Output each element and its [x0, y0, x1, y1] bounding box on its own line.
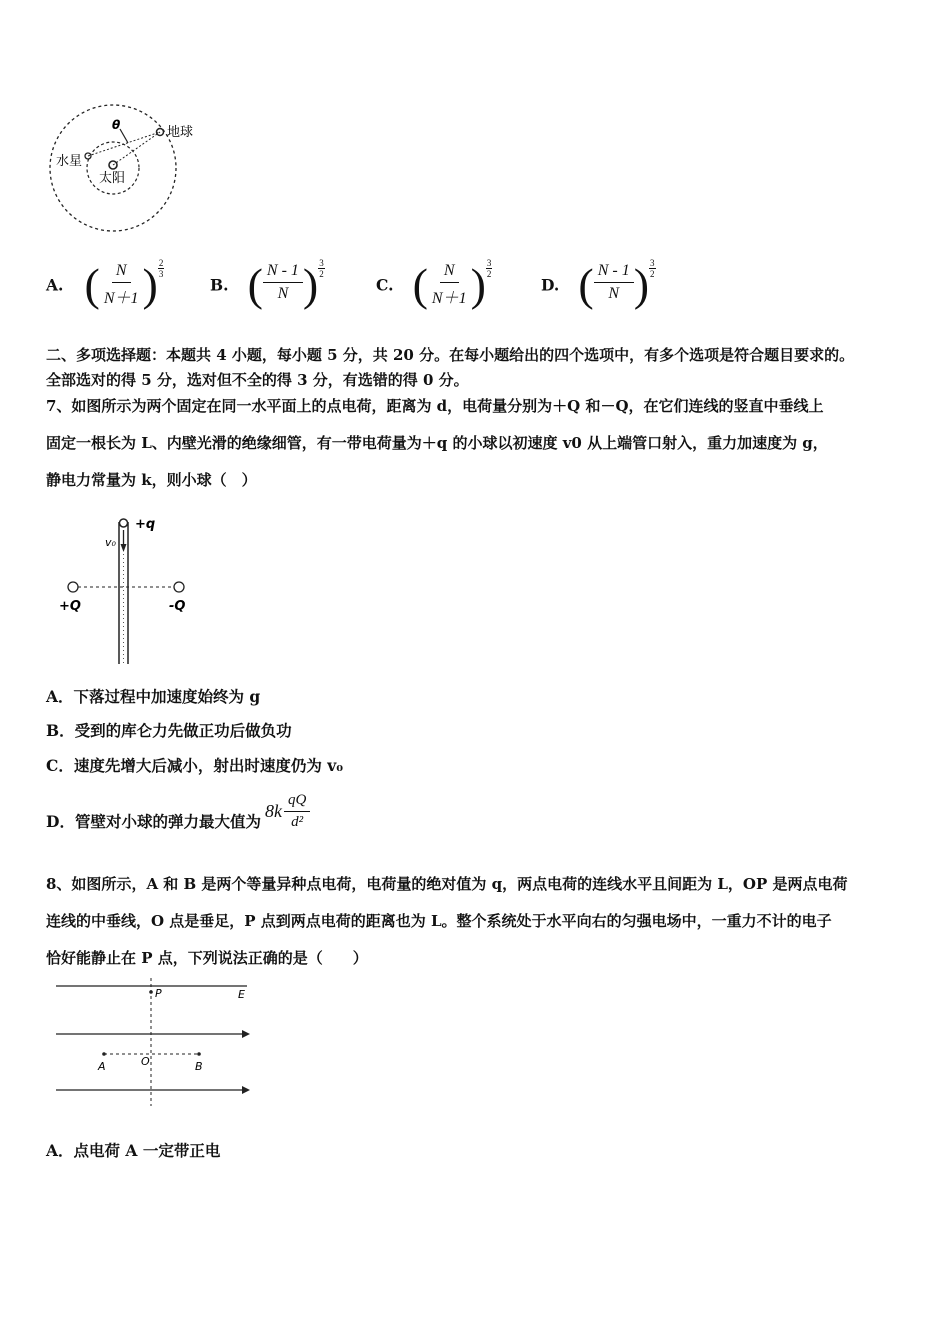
- q8-line2: 连线的中垂线，O 点是垂足，P 点到两点电荷的距离也为 L。整个系统处于水平向右的匀强电场中，一重力不计的电子: [46, 912, 832, 930]
- q7-line3: 静电力常量为 k，则小球（ ）: [46, 471, 257, 489]
- q7-line2: 固定一根长为 L、内壁光滑的绝缘细管，有一带电荷量为＋q 的小球以初速度 v0 从上端管口射入，重力加速度为 g，: [46, 434, 828, 452]
- q7-option-d-text: D．管壁对小球的弹力最大值为: [46, 812, 261, 831]
- q7-option-c[interactable]: C．速度先增大后减小，射出时速度仍为 v₀: [46, 756, 344, 775]
- plus-Q-charge: [68, 582, 78, 592]
- q6-option-d[interactable]: D. ( $\frac{N - 1}{N}$ ) 3 2: [541, 258, 655, 310]
- q7-line1: 7、如图所示为两个固定在同一水平面上的点电荷，距离为 d，电荷量分别为＋Q 和－Q，在它们连线的竖直中垂线上: [46, 397, 824, 415]
- earth-label: 地球: [167, 125, 194, 140]
- q7-option-b[interactable]: B．受到的库仑力先做正功后做负功: [46, 721, 292, 740]
- q8-line3: 恰好能静止在 P 点，下列说法正确的是（ ）: [46, 949, 368, 967]
- q6-option-a[interactable]: A. ( $\frac{N}{N+1}$ ) 2 3: [46, 258, 164, 310]
- sun-label: 太阳: [99, 171, 126, 186]
- minus-Q-charge: [174, 582, 184, 592]
- ball: [120, 519, 128, 527]
- mercury-label: 水星: [56, 154, 83, 169]
- charge-B: [197, 1052, 201, 1056]
- q7-minus-Q-label: -Q: [169, 599, 186, 614]
- q7-option-a[interactable]: A．下落过程中加速度始终为 g: [46, 687, 261, 706]
- q7-option-d[interactable]: D．管壁对小球的弹力最大值为 8k $\frac{qQ}{\text{d²}}$: [46, 790, 310, 832]
- section2-line1: 二、多项选择题：本题共 4 小题，每小题 5 分，共 20 分。在每小题给出的四个选项中，有多个选项是符合题目要求的。: [46, 346, 855, 364]
- q8-A-label: A: [98, 1060, 106, 1073]
- q8-figure: [52, 978, 257, 1110]
- orbit-figure: [48, 98, 228, 233]
- theta-label: θ: [112, 118, 121, 132]
- q8-B-label: B: [195, 1060, 203, 1073]
- section2-line2: 全部选对的得 5 分，选对但不全的得 3 分，有选错的得 0 分。: [46, 371, 469, 389]
- q8-E-label: E: [238, 988, 245, 1001]
- charge-A: [102, 1052, 106, 1056]
- q8-O-label: O: [141, 1055, 150, 1068]
- q8-P-label: P: [155, 987, 162, 1000]
- q7-option-d-coef: 8k: [264, 800, 282, 821]
- q6-option-c[interactable]: C. ( $\frac{N}{N+1}$ ) 3 2: [376, 258, 492, 310]
- q8-option-a[interactable]: A．点电荷 A 一定带正电: [46, 1141, 221, 1160]
- point-P: [149, 990, 153, 994]
- q7-v0-label: v₀: [105, 536, 116, 549]
- q7-figure: [55, 512, 195, 670]
- q8-line1: 8、如图所示，A 和 B 是两个等量异种点电荷，电荷量的绝对值为 q，两点电荷的连线水平且间距为 L，OP 是两点电荷: [46, 875, 848, 893]
- q7-plus-Q-label: +Q: [59, 599, 81, 614]
- q7-plus-q-label: +q: [135, 517, 156, 532]
- q6-option-b[interactable]: B. ( $\frac{N - 1}{N}$ ) 3 2: [210, 258, 324, 310]
